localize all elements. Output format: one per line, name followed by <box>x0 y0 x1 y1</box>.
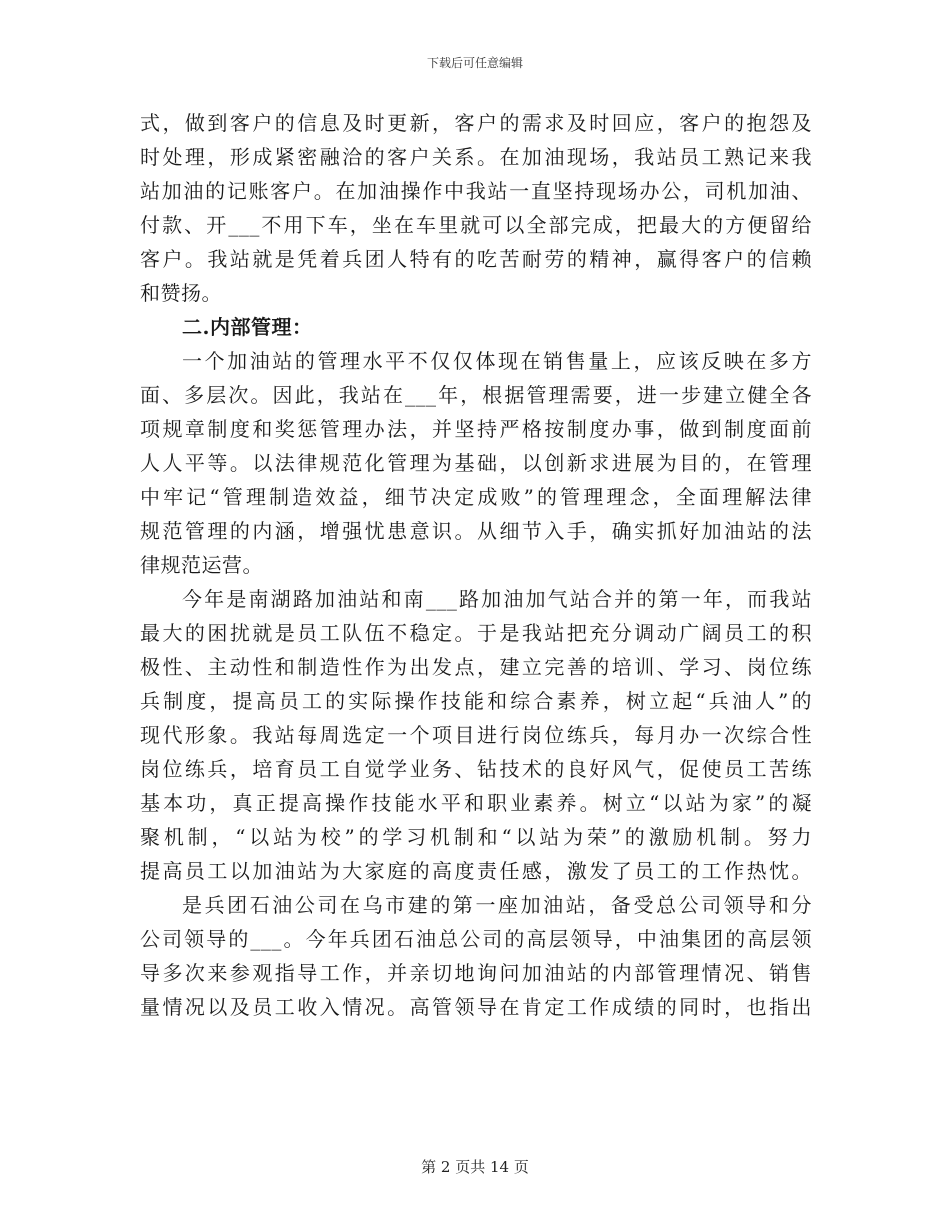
text-line: 量情况以及员工收入情况。高管领导在肯定工作成绩的同时，也指出 <box>140 995 812 1019</box>
text-line: 极性、主动性和制造性作为出发点，建立完善的培训、学习、岗位练 <box>140 655 812 679</box>
page-header: 下载后可任意编辑 <box>426 56 523 70</box>
section-heading: 二.内部管理： <box>182 315 313 339</box>
text-line: 项规章制度和奖惩管理办法，并坚持严格按制度办事，做到制度面前 <box>140 417 812 441</box>
text-line: 今年是南湖路加油站和南___路加油加气站合并的第一年，而我站 <box>182 587 812 611</box>
document-body <box>140 106 812 1024</box>
text-line: 人人平等。以法律规范化管理为基础，以创新求进展为目的，在管理 <box>140 451 812 475</box>
text-line: 一个加油站的管理水平不仅仅体现在销售量上，应该反映在多方 <box>182 349 812 373</box>
text-line: 聚机制，“以站为校”的学习机制和“以站为荣”的激励机制。努力 <box>140 825 812 849</box>
text-line: 提高员工以加油站为大家庭的高度责任感，激发了员工的工作热忱。 <box>140 859 812 883</box>
text-line: 是兵团石油公司在乌市建的第一座加油站，备受总公司领导和分 <box>182 893 812 917</box>
text-line: 导多次来参观指导工作，并亲切地询问加油站的内部管理情况、销售 <box>140 961 812 985</box>
text-line: 站加油的记账客户。在加油操作中我站一直坚持现场办公，司机加油、 <box>140 179 812 203</box>
text-line: 律规范运营。 <box>140 553 263 577</box>
text-line: 兵制度，提高员工的实际操作技能和综合素养，树立起“兵油人”的 <box>140 689 812 713</box>
text-line: 和赞扬。 <box>140 281 222 305</box>
text-line: 基本功，真正提高操作技能水平和职业素养。树立“以站为家”的凝 <box>140 791 812 815</box>
text-line: 现代形象。我站每周选定一个项目进行岗位练兵，每月办一次综合性 <box>140 723 812 747</box>
text-line: 公司领导的___。今年兵团石油总公司的高层领导，中油集团的高层领 <box>140 927 812 951</box>
page-footer: 第 2 页共 14 页 <box>421 1158 529 1176</box>
text-line: 式，做到客户的信息及时更新，客户的需求及时回应，客户的抱怨及 <box>140 111 812 135</box>
text-line: 面、多层次。因此，我站在___年，根据管理需要，进一步建立健全各 <box>140 383 812 407</box>
text-line: 中牢记“管理制造效益，细节决定成败”的管理理念，全面理解法律 <box>140 485 812 509</box>
text-line: 客户。我站就是凭着兵团人特有的吃苦耐劳的精神，赢得客户的信赖 <box>140 247 812 271</box>
text-line: 最大的困扰就是员工队伍不稳定。于是我站把充分调动广阔员工的积 <box>140 621 812 645</box>
text-line: 规范管理的内涵，增强忧患意识。从细节入手，确实抓好加油站的法 <box>140 519 812 543</box>
text-line: 时处理，形成紧密融洽的客户关系。在加油现场，我站员工熟记来我 <box>140 145 812 169</box>
text-line: 付款、开___不用下车，坐在车里就可以全部完成，把最大的方便留给 <box>140 213 812 237</box>
text-line: 岗位练兵，培育员工自觉学业务、钻技术的良好风气，促使员工苦练 <box>140 757 812 781</box>
